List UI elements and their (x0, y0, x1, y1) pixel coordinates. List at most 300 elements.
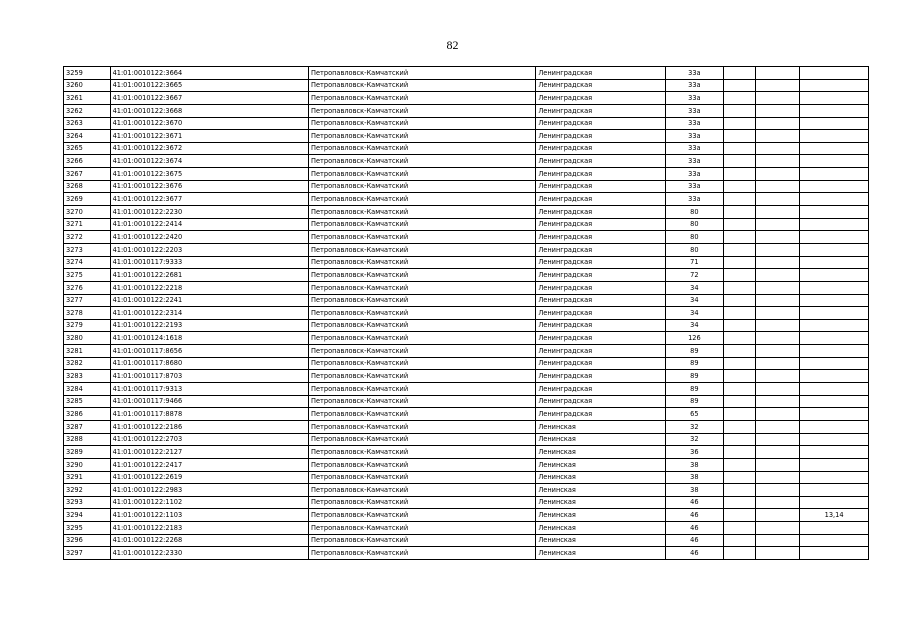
house-number-cell: 71 (666, 256, 724, 269)
city-cell: Петропавловск-Камчатский (309, 408, 536, 421)
extra-cell-1 (723, 193, 755, 206)
house-number-cell: 34 (666, 281, 724, 294)
extra-cell-1 (723, 142, 755, 155)
table-row (64, 168, 869, 181)
city-cell: Петропавловск-Камчатский (309, 269, 536, 282)
table-row (64, 357, 869, 370)
cadastral-number-cell: 41:01:0010122:3674 (110, 155, 308, 168)
extra-cell-2 (755, 395, 799, 408)
extra-cell-1 (723, 269, 755, 282)
extra-cell-3 (800, 395, 869, 408)
street-cell: Ленинская (536, 433, 666, 446)
cadastral-number-cell: 41:01:0010122:2230 (110, 206, 308, 219)
table-row (64, 155, 869, 168)
table-row (64, 522, 869, 535)
city-cell: Петропавловск-Камчатский (309, 357, 536, 370)
house-number-cell: 89 (666, 370, 724, 383)
row-number-cell: 3277 (64, 294, 111, 307)
city-cell: Петропавловск-Камчатский (309, 307, 536, 320)
house-number-cell: 72 (666, 269, 724, 282)
cadastral-number-cell: 41:01:0010122:3668 (110, 104, 308, 117)
extra-cell-3 (800, 218, 869, 231)
extra-cell-2 (755, 332, 799, 345)
extra-cell-2 (755, 294, 799, 307)
extra-cell-2 (755, 281, 799, 294)
extra-cell-2 (755, 471, 799, 484)
street-cell: Ленинская (536, 471, 666, 484)
row-number-cell: 3283 (64, 370, 111, 383)
house-number-cell: 89 (666, 357, 724, 370)
table-row (64, 458, 869, 471)
extra-cell-1 (723, 534, 755, 547)
registry-body (64, 67, 869, 560)
city-cell: Петропавловск-Камчатский (309, 446, 536, 459)
cadastral-number-cell: 41:01:0010122:2619 (110, 471, 308, 484)
extra-cell-1 (723, 357, 755, 370)
extra-cell-1 (723, 104, 755, 117)
house-number-cell: 38 (666, 458, 724, 471)
row-number-cell: 3289 (64, 446, 111, 459)
extra-cell-3 (800, 534, 869, 547)
extra-cell-1 (723, 471, 755, 484)
extra-cell-2 (755, 458, 799, 471)
extra-cell-3 (800, 104, 869, 117)
city-cell: Петропавловск-Камчатский (309, 332, 536, 345)
extra-cell-1 (723, 458, 755, 471)
street-cell: Ленинградская (536, 180, 666, 193)
extra-cell-2 (755, 231, 799, 244)
house-number-cell: 38 (666, 471, 724, 484)
table-row (64, 92, 869, 105)
city-cell: Петропавловск-Камчатский (309, 256, 536, 269)
street-cell: Ленинская (536, 446, 666, 459)
street-cell: Ленинградская (536, 142, 666, 155)
street-cell: Ленинградская (536, 332, 666, 345)
extra-cell-1 (723, 383, 755, 396)
house-number-cell: 80 (666, 218, 724, 231)
house-number-cell: 32 (666, 433, 724, 446)
row-number-cell: 3273 (64, 243, 111, 256)
extra-cell-1 (723, 307, 755, 320)
street-cell: Ленинградская (536, 206, 666, 219)
extra-cell-2 (755, 522, 799, 535)
street-cell: Ленинградская (536, 370, 666, 383)
city-cell: Петропавловск-Камчатский (309, 509, 536, 522)
house-number-cell: 126 (666, 332, 724, 345)
extra-cell-3 (800, 231, 869, 244)
street-cell: Ленинградская (536, 294, 666, 307)
cadastral-number-cell: 41:01:0010122:3675 (110, 168, 308, 181)
street-cell: Ленинская (536, 547, 666, 560)
extra-cell-2 (755, 79, 799, 92)
cadastral-number-cell: 41:01:0010122:2186 (110, 420, 308, 433)
street-cell: Ленинградская (536, 130, 666, 143)
city-cell: Петропавловск-Камчатский (309, 79, 536, 92)
extra-cell-1 (723, 522, 755, 535)
extra-cell-1 (723, 395, 755, 408)
cadastral-number-cell: 41:01:0010117:9333 (110, 256, 308, 269)
table-row (64, 319, 869, 332)
street-cell: Ленинградская (536, 243, 666, 256)
extra-cell-3 (800, 193, 869, 206)
table-row (64, 509, 869, 522)
extra-cell-3: 13,14 (800, 509, 869, 522)
cadastral-number-cell: 41:01:0010122:2681 (110, 269, 308, 282)
row-number-cell: 3284 (64, 383, 111, 396)
house-number-cell: 80 (666, 243, 724, 256)
row-number-cell: 3261 (64, 92, 111, 105)
street-cell: Ленинградская (536, 383, 666, 396)
table-row (64, 345, 869, 358)
city-cell: Петропавловск-Камчатский (309, 180, 536, 193)
city-cell: Петропавловск-Камчатский (309, 370, 536, 383)
cadastral-number-cell: 41:01:0010122:2193 (110, 319, 308, 332)
cadastral-number-cell: 41:01:0010122:3665 (110, 79, 308, 92)
row-number-cell: 3282 (64, 357, 111, 370)
house-number-cell: 89 (666, 383, 724, 396)
city-cell: Петропавловск-Камчатский (309, 496, 536, 509)
city-cell: Петропавловск-Камчатский (309, 218, 536, 231)
house-number-cell: 38 (666, 484, 724, 497)
row-number-cell: 3268 (64, 180, 111, 193)
extra-cell-3 (800, 155, 869, 168)
city-cell: Петропавловск-Камчатский (309, 281, 536, 294)
row-number-cell: 3279 (64, 319, 111, 332)
cadastral-number-cell: 41:01:0010122:3671 (110, 130, 308, 143)
extra-cell-1 (723, 130, 755, 143)
house-number-cell: 46 (666, 509, 724, 522)
extra-cell-2 (755, 117, 799, 130)
extra-cell-3 (800, 446, 869, 459)
house-number-cell: 46 (666, 547, 724, 560)
row-number-cell: 3294 (64, 509, 111, 522)
street-cell: Ленинская (536, 496, 666, 509)
city-cell: Петропавловск-Камчатский (309, 383, 536, 396)
cadastral-number-cell: 41:01:0010122:3677 (110, 193, 308, 206)
extra-cell-3 (800, 243, 869, 256)
extra-cell-1 (723, 281, 755, 294)
table-row (64, 142, 869, 155)
city-cell: Петропавловск-Камчатский (309, 168, 536, 181)
extra-cell-1 (723, 231, 755, 244)
extra-cell-3 (800, 67, 869, 80)
extra-cell-3 (800, 458, 869, 471)
street-cell: Ленинградская (536, 117, 666, 130)
street-cell: Ленинградская (536, 104, 666, 117)
street-cell: Ленинградская (536, 92, 666, 105)
table-row (64, 218, 869, 231)
house-number-cell: 36 (666, 446, 724, 459)
extra-cell-2 (755, 269, 799, 282)
row-number-cell: 3259 (64, 67, 111, 80)
city-cell: Петропавловск-Камчатский (309, 484, 536, 497)
extra-cell-2 (755, 155, 799, 168)
table-row (64, 420, 869, 433)
city-cell: Петропавловск-Камчатский (309, 67, 536, 80)
extra-cell-2 (755, 534, 799, 547)
city-cell: Петропавловск-Камчатский (309, 319, 536, 332)
row-number-cell: 3265 (64, 142, 111, 155)
cadastral-number-cell: 41:01:0010122:1102 (110, 496, 308, 509)
city-cell: Петропавловск-Камчатский (309, 547, 536, 560)
table-row (64, 104, 869, 117)
cadastral-number-cell: 41:01:0010122:2983 (110, 484, 308, 497)
extra-cell-3 (800, 206, 869, 219)
house-number-cell: 80 (666, 231, 724, 244)
extra-cell-1 (723, 420, 755, 433)
page-number: 82 (446, 38, 459, 52)
city-cell: Петропавловск-Камчатский (309, 231, 536, 244)
row-number-cell: 3262 (64, 104, 111, 117)
extra-cell-2 (755, 180, 799, 193)
extra-cell-2 (755, 370, 799, 383)
table-row (64, 231, 869, 244)
extra-cell-1 (723, 256, 755, 269)
city-cell: Петропавловск-Камчатский (309, 420, 536, 433)
extra-cell-3 (800, 332, 869, 345)
extra-cell-3 (800, 433, 869, 446)
extra-cell-2 (755, 206, 799, 219)
cadastral-number-cell: 41:01:0010122:2203 (110, 243, 308, 256)
row-number-cell: 3280 (64, 332, 111, 345)
extra-cell-3 (800, 180, 869, 193)
city-cell: Петропавловск-Камчатский (309, 117, 536, 130)
cadastral-number-cell: 41:01:0010122:2414 (110, 218, 308, 231)
extra-cell-2 (755, 243, 799, 256)
extra-cell-1 (723, 168, 755, 181)
extra-cell-3 (800, 79, 869, 92)
extra-cell-1 (723, 484, 755, 497)
extra-cell-3 (800, 269, 869, 282)
cadastral-number-cell: 41:01:0010117:8878 (110, 408, 308, 421)
city-cell: Петропавловск-Камчатский (309, 294, 536, 307)
table-row (64, 67, 869, 80)
extra-cell-3 (800, 408, 869, 421)
table-row (64, 130, 869, 143)
row-number-cell: 3270 (64, 206, 111, 219)
extra-cell-2 (755, 218, 799, 231)
row-number-cell: 3272 (64, 231, 111, 244)
row-number-cell: 3276 (64, 281, 111, 294)
city-cell: Петропавловск-Камчатский (309, 104, 536, 117)
street-cell: Ленинградская (536, 256, 666, 269)
street-cell: Ленинская (536, 484, 666, 497)
extra-cell-1 (723, 446, 755, 459)
extra-cell-1 (723, 79, 755, 92)
house-number-cell: 33а (666, 67, 724, 80)
cadastral-number-cell: 41:01:0010117:8656 (110, 345, 308, 358)
house-number-cell: 32 (666, 420, 724, 433)
row-number-cell: 3274 (64, 256, 111, 269)
extra-cell-1 (723, 509, 755, 522)
cadastral-number-cell: 41:01:0010122:2417 (110, 458, 308, 471)
row-number-cell: 3266 (64, 155, 111, 168)
cadastral-number-cell: 41:01:0010122:2268 (110, 534, 308, 547)
row-number-cell: 3285 (64, 395, 111, 408)
extra-cell-2 (755, 142, 799, 155)
cadastral-number-cell: 41:01:0010122:2314 (110, 307, 308, 320)
cadastral-number-cell: 41:01:0010117:8703 (110, 370, 308, 383)
table-row (64, 294, 869, 307)
city-cell: Петропавловск-Камчатский (309, 534, 536, 547)
extra-cell-3 (800, 420, 869, 433)
cadastral-number-cell: 41:01:0010117:9466 (110, 395, 308, 408)
extra-cell-1 (723, 218, 755, 231)
city-cell: Петропавловск-Камчатский (309, 193, 536, 206)
street-cell: Ленинградская (536, 281, 666, 294)
extra-cell-1 (723, 332, 755, 345)
city-cell: Петропавловск-Камчатский (309, 345, 536, 358)
row-number-cell: 3292 (64, 484, 111, 497)
extra-cell-2 (755, 168, 799, 181)
house-number-cell: 65 (666, 408, 724, 421)
house-number-cell: 46 (666, 496, 724, 509)
street-cell: Ленинградская (536, 408, 666, 421)
row-number-cell: 3263 (64, 117, 111, 130)
extra-cell-1 (723, 319, 755, 332)
extra-cell-2 (755, 92, 799, 105)
row-number-cell: 3269 (64, 193, 111, 206)
street-cell: Ленинская (536, 522, 666, 535)
row-number-cell: 3293 (64, 496, 111, 509)
extra-cell-1 (723, 243, 755, 256)
extra-cell-2 (755, 319, 799, 332)
street-cell: Ленинградская (536, 218, 666, 231)
street-cell: Ленинградская (536, 269, 666, 282)
house-number-cell: 33а (666, 130, 724, 143)
house-number-cell: 89 (666, 395, 724, 408)
extra-cell-2 (755, 484, 799, 497)
table-row (64, 269, 869, 282)
extra-cell-1 (723, 67, 755, 80)
table-row (64, 256, 869, 269)
row-number-cell: 3281 (64, 345, 111, 358)
extra-cell-3 (800, 281, 869, 294)
street-cell: Ленинская (536, 420, 666, 433)
city-cell: Петропавловск-Камчатский (309, 243, 536, 256)
cadastral-number-cell: 41:01:0010122:2420 (110, 231, 308, 244)
city-cell: Петропавловск-Камчатский (309, 433, 536, 446)
cadastral-number-cell: 41:01:0010122:3670 (110, 117, 308, 130)
table-row (64, 307, 869, 320)
cadastral-number-cell: 41:01:0010117:8680 (110, 357, 308, 370)
extra-cell-3 (800, 484, 869, 497)
cadastral-number-cell: 41:01:0010122:2183 (110, 522, 308, 535)
street-cell: Ленинградская (536, 395, 666, 408)
extra-cell-2 (755, 357, 799, 370)
row-number-cell: 3278 (64, 307, 111, 320)
extra-cell-3 (800, 256, 869, 269)
row-number-cell: 3275 (64, 269, 111, 282)
table-row (64, 117, 869, 130)
table-row (64, 332, 869, 345)
table-row (64, 383, 869, 396)
house-number-cell: 33а (666, 92, 724, 105)
city-cell: Петропавловск-Камчатский (309, 155, 536, 168)
house-number-cell: 33а (666, 168, 724, 181)
table-row (64, 408, 869, 421)
cadastral-number-cell: 41:01:0010122:3664 (110, 67, 308, 80)
table-row (64, 471, 869, 484)
extra-cell-2 (755, 509, 799, 522)
row-number-cell: 3286 (64, 408, 111, 421)
extra-cell-3 (800, 168, 869, 181)
extra-cell-1 (723, 92, 755, 105)
table-row (64, 180, 869, 193)
extra-cell-1 (723, 294, 755, 307)
table-row (64, 484, 869, 497)
house-number-cell: 46 (666, 522, 724, 535)
table-row (64, 534, 869, 547)
extra-cell-2 (755, 193, 799, 206)
street-cell: Ленинская (536, 458, 666, 471)
cadastral-number-cell: 41:01:0010122:2241 (110, 294, 308, 307)
extra-cell-2 (755, 307, 799, 320)
street-cell: Ленинградская (536, 345, 666, 358)
city-cell: Петропавловск-Камчатский (309, 142, 536, 155)
table-row (64, 395, 869, 408)
street-cell: Ленинградская (536, 193, 666, 206)
extra-cell-1 (723, 345, 755, 358)
table-row (64, 206, 869, 219)
table-row (64, 370, 869, 383)
table-row (64, 79, 869, 92)
extra-cell-3 (800, 522, 869, 535)
house-number-cell: 33а (666, 117, 724, 130)
street-cell: Ленинская (536, 509, 666, 522)
table-row (64, 547, 869, 560)
street-cell: Ленинская (536, 534, 666, 547)
cadastral-number-cell: 41:01:0010122:2703 (110, 433, 308, 446)
extra-cell-1 (723, 180, 755, 193)
house-number-cell: 33а (666, 79, 724, 92)
row-number-cell: 3267 (64, 168, 111, 181)
house-number-cell: 46 (666, 534, 724, 547)
house-number-cell: 34 (666, 294, 724, 307)
row-number-cell: 3295 (64, 522, 111, 535)
extra-cell-3 (800, 130, 869, 143)
house-number-cell: 33а (666, 193, 724, 206)
extra-cell-3 (800, 294, 869, 307)
extra-cell-2 (755, 408, 799, 421)
street-cell: Ленинградская (536, 357, 666, 370)
table-row (64, 496, 869, 509)
city-cell: Петропавловск-Камчатский (309, 92, 536, 105)
house-number-cell: 80 (666, 206, 724, 219)
house-number-cell: 33а (666, 155, 724, 168)
house-number-cell: 34 (666, 307, 724, 320)
registry-table (63, 66, 869, 560)
row-number-cell: 3264 (64, 130, 111, 143)
street-cell: Ленинградская (536, 155, 666, 168)
extra-cell-1 (723, 496, 755, 509)
house-number-cell: 33а (666, 104, 724, 117)
extra-cell-2 (755, 130, 799, 143)
extra-cell-1 (723, 433, 755, 446)
extra-cell-2 (755, 420, 799, 433)
extra-cell-3 (800, 345, 869, 358)
extra-cell-2 (755, 496, 799, 509)
table-row (64, 243, 869, 256)
extra-cell-3 (800, 307, 869, 320)
extra-cell-2 (755, 256, 799, 269)
street-cell: Ленинградская (536, 307, 666, 320)
city-cell: Петропавловск-Камчатский (309, 522, 536, 535)
extra-cell-3 (800, 383, 869, 396)
extra-cell-2 (755, 383, 799, 396)
table-row (64, 281, 869, 294)
extra-cell-2 (755, 67, 799, 80)
